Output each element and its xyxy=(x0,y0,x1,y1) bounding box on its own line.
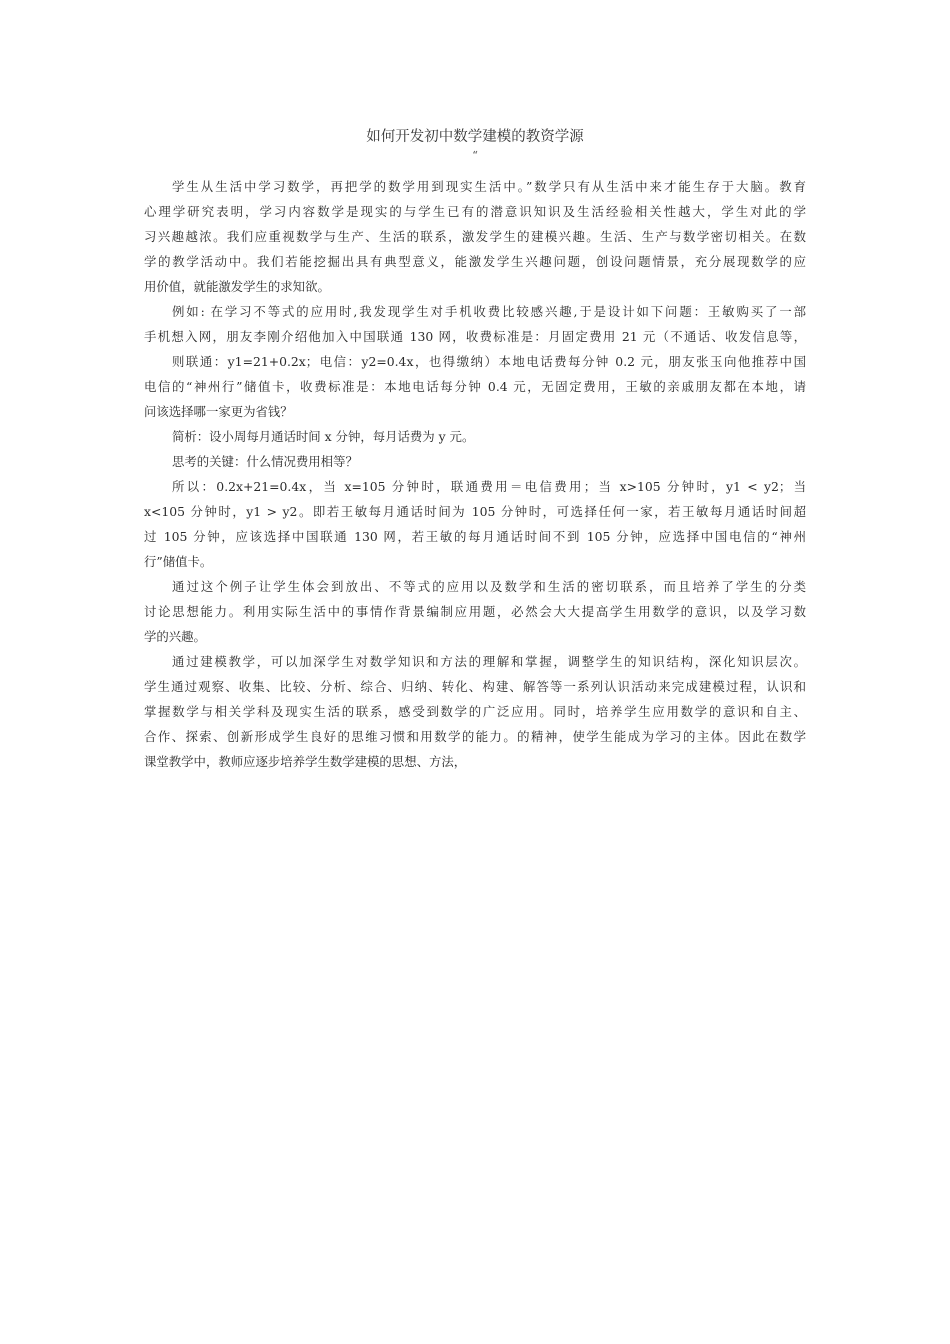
text-line: 通过这个例子让学生体会到放出、不等式的应用以及数学和生活的密切联系，而且培养了学生的分类 xyxy=(172,579,806,594)
text-line: 讨论思想能力。利用实际生活中的事情作背景编制应用题，必然会大大提高学生用数学的意识，以及学习数 xyxy=(144,604,806,619)
text-line: 学生从生活中学习数学，再把学的数学用到现实生活中。”数学只有从生活中来才能生存于大脑。教育 xyxy=(172,179,806,194)
text-line: 行”储值卡。 xyxy=(144,554,213,569)
text-line: x<105 分钟时，y1 > y2。即若王敏每月通话时间为 105 分钟时，可选择任何一家，若王敏每月通话时间超 xyxy=(144,504,806,519)
text-line: 习兴趣越浓。我们应重视数学与生产、生活的联系，激发学生的建模兴趣。生活、生产与数学密切相关。在数 xyxy=(144,229,806,244)
text-line: 所以：0.2x+21=0.4x，当 x=105 分钟时，联通费用＝电信费用；当 x>105 分钟时，y1 < y2；当 xyxy=(172,479,806,494)
text-line: 则联通：y1=21+0.2x；电信：y2=0.4x，也得缴纳）本地电话费每分钟 0.2 元，朋友张玉向他推荐中国 xyxy=(172,354,806,369)
text-line: 学的教学活动中。我们若能挖掘出具有典型意义，能激发学生兴趣问题，创设问题情景，充分展现数学的应 xyxy=(144,254,806,269)
document-title: 如何开发初中数学建模的教资学源 xyxy=(366,129,584,145)
quote-mark: “ xyxy=(472,149,478,162)
text-line: 电信的“神州行”储值卡，收费标准是：本地电话每分钟 0.4 元，无固定费用，王敏的亲戚朋友都在本地，请 xyxy=(144,379,806,394)
text-line: 简析：设小周每月通话时间 x 分钟，每月话费为 y 元。 xyxy=(172,429,475,444)
text-line: 思考的关键：什么情况费用相等？ xyxy=(172,454,358,469)
text-line: 过 105 分钟，应该选择中国联通 130 网，若王敏的每月通话时间不到 105 分钟，应选择中国电信的“神州 xyxy=(144,529,806,544)
text-line: 课堂教学中，教师应逐步培养学生数学建模的思想、方法， xyxy=(144,754,467,769)
text-line: 例如: 在学习不等式的应用时,我发现学生对手机收费比较感兴趣,于是设计如下问题：王敏购买了一部 xyxy=(172,304,806,319)
text-line: 合作、探索、创新形成学生良好的思维习惯和用数学的能力。的精神，使学生能成为学习的主体。因此在数学 xyxy=(144,729,806,744)
text-line: 手机想入网，朋友李刚介绍他加入中国联通 130 网，收费标准是：月固定费用 21 元（不通话、收发信息等， xyxy=(144,329,806,344)
text-line: 通过建模教学，可以加深学生对数学知识和方法的理解和掌握，调整学生的知识结构，深化知识层次。 xyxy=(172,654,806,669)
text-line: 学生通过观察、收集、比较、分析、综合、归纳、转化、构建、解答等一系列认识活动来完成建模过程，认识和 xyxy=(144,679,806,694)
text-line: 用价值，就能激发学生的求知欲。 xyxy=(144,279,330,294)
text-line: 学的兴趣。 xyxy=(144,629,206,644)
text-line: 问该选择哪一家更为省钱？ xyxy=(144,404,293,419)
text-line: 心理学研究表明，学习内容数学是现实的与学生已有的潜意识知识及生活经验相关性越大，学生对此的学 xyxy=(144,204,806,219)
text-line: 掌握数学与相关学科及现实生活的联系，感受到数学的广泛应用。同时，培养学生应用数学的意识和自主、 xyxy=(144,704,806,719)
